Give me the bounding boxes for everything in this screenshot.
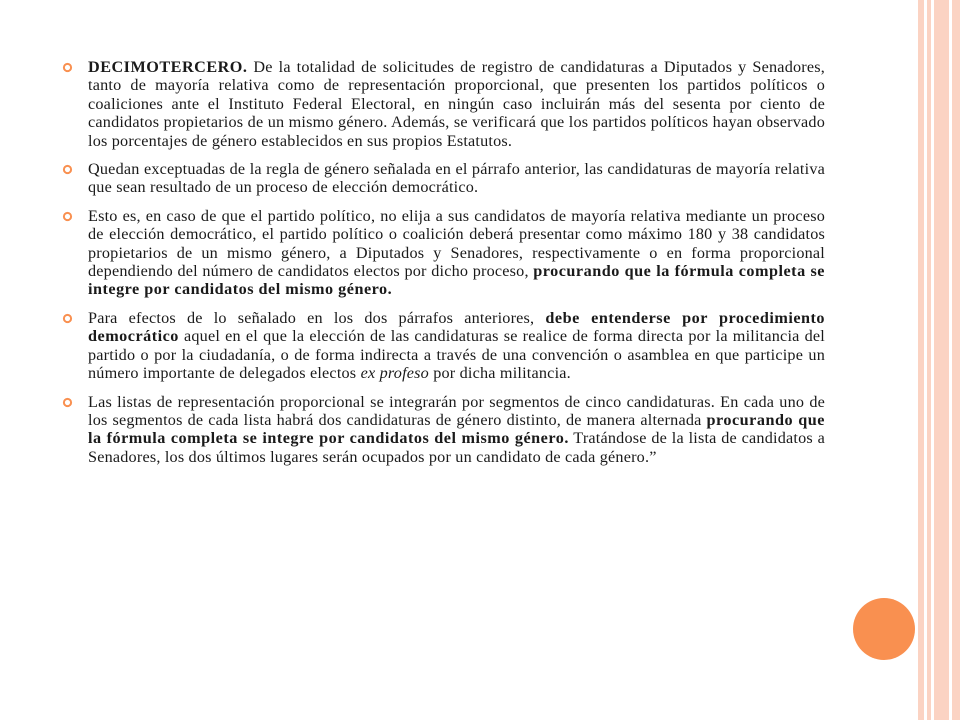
orange-ring-bullet-icon xyxy=(62,164,73,175)
band-stripe xyxy=(931,0,934,720)
paragraph-text: De la totalidad de solicitudes de registro de candidaturas a Diputados y Senadores, tanto de mayoría relativa como de representación proporcional, que presenten los partidos políticos o coaliciones ante el Instituto Federal Electoral, en ningún caso incluirán más del sesenta por ciento de candidatos propietarios de un mismo género. Además, se verificará que los partidos políticos hayan observado los porcentajes de género establecidos en sus propios Estatutos. xyxy=(88,58,825,150)
paragraph-text-italic: ex profeso xyxy=(360,364,429,383)
orange-ring-bullet-icon xyxy=(62,211,73,222)
paragraph-text-bold: debe entenderse por procedimiento democrático xyxy=(88,308,826,346)
paragraph-procedimiento-democratico xyxy=(60,309,825,383)
paragraph-text: por dicha militancia. xyxy=(428,364,571,383)
band-stripe xyxy=(924,0,927,720)
orange-ring-bullet-icon xyxy=(62,397,73,408)
paragraph-text: DECIMOTERCERO. xyxy=(88,58,248,76)
paragraph-text: Esto es, en caso de que el partido político, no elija a sus candidatos de mayoría relativa mediante un proceso de elección democrático, el partido político o coalición deberá presentar como máximo 180 y 38 candidatos propietarios de un mismo género, a Diputados y Senadores, respectivamente o en forma proporcional dependiendo del número de candidatos electos por dicho proceso, xyxy=(88,206,825,281)
paragraph-excepciones xyxy=(60,160,825,197)
paragraph-text: Quedan exceptuadas de la regla de género señalada en el párrafo anterior, las candidaturas de mayoría relativa que sean resultado de un proceso de elección democrático. xyxy=(88,160,825,197)
decorative-circle xyxy=(853,598,915,660)
paragraph-decimotercero xyxy=(60,58,825,150)
band-stripe xyxy=(949,0,952,720)
paragraph-text-bold: procurando que la fórmula completa se integre por candidatos del mismo género. xyxy=(88,262,825,299)
paragraph-text: aquel en el que la elección de las candidaturas se realice de forma directa por la militancia del partido o por la ciudadanía, o de forma indirecta a través de una convención o asamblea en que participe un número importante de delegados electos xyxy=(88,327,825,383)
paragraph-text: Las listas de representación proporcional se integrarán por segmentos de cinco candidaturas. En cada uno de los segmentos de cada lista habrá dos candidaturas de género distinto, de manera alternada xyxy=(88,392,825,429)
paragraph-esto-es xyxy=(60,207,825,299)
bullet-list xyxy=(60,58,825,476)
paragraph-text-bold: procurando que la fórmula completa se integre por candidatos del mismo género. xyxy=(88,410,825,448)
orange-ring-bullet-icon xyxy=(62,313,73,324)
orange-ring-bullet-icon xyxy=(62,62,73,73)
paragraph-text: Para efectos de lo señalado en los dos párrafos anteriores, xyxy=(88,308,546,327)
paragraph-listas-rp xyxy=(60,393,825,467)
paragraph-text: Tratándose de la lista de candidatos a Senadores, los dos últimos lugares serán ocupados por un candidato de cada género.” xyxy=(88,429,825,466)
